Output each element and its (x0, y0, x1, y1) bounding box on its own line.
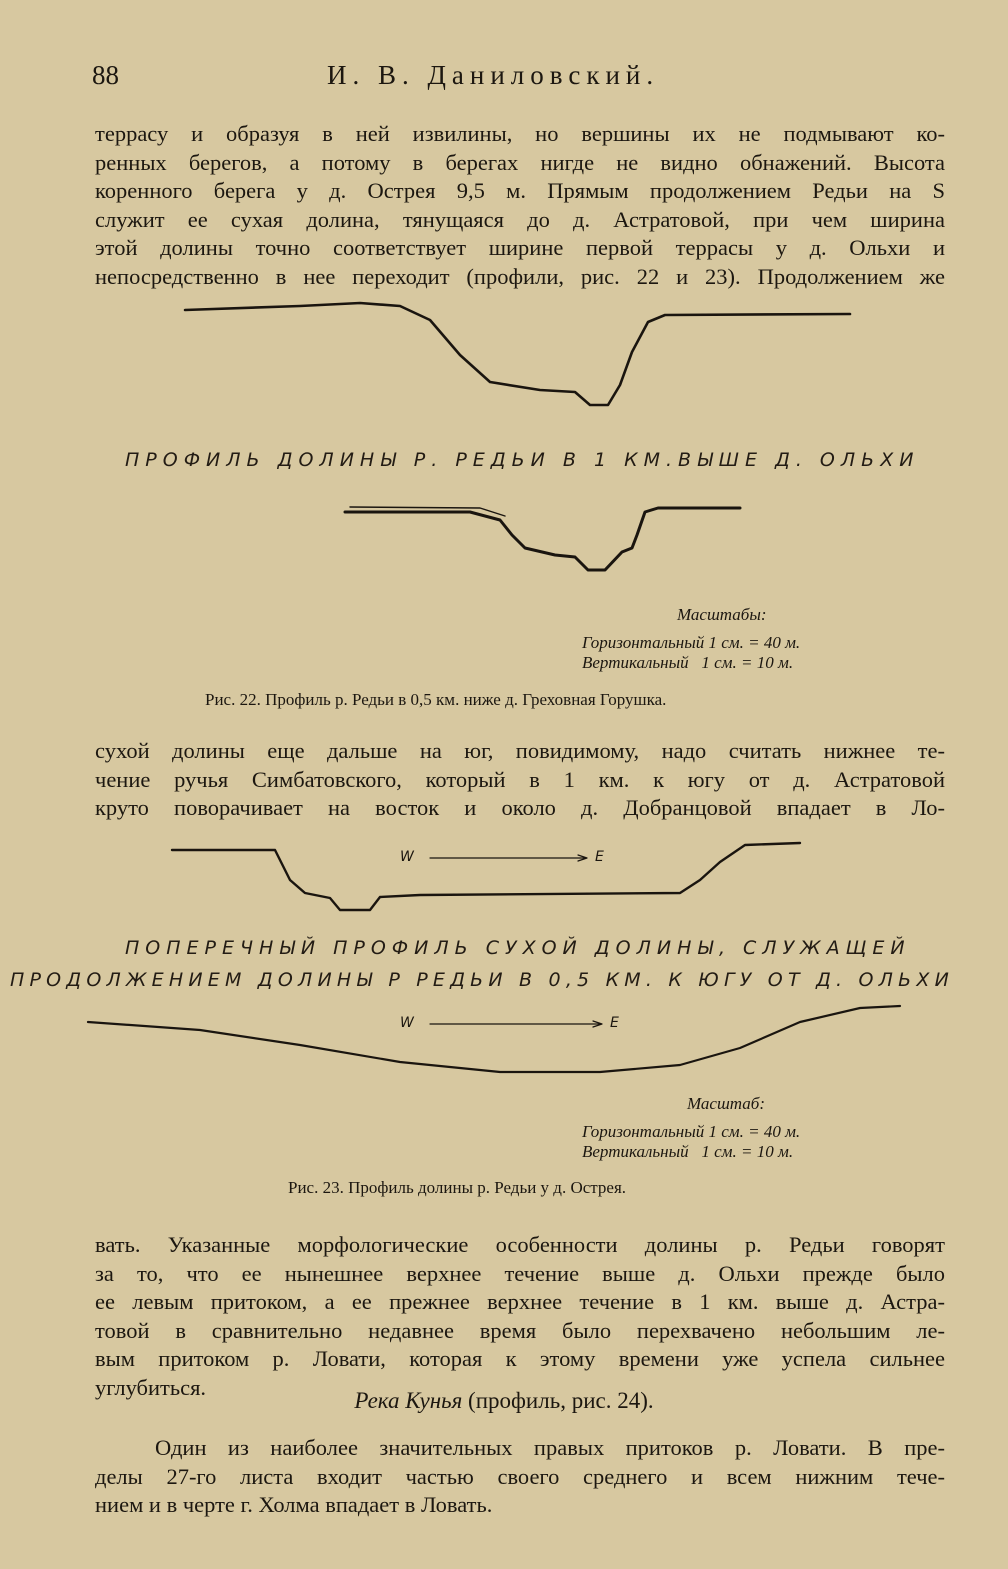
text-line: коренного берега у д. Острея 9,5 м. Прямым продолжением Редьи на S (95, 178, 945, 203)
text-line: ренных берегов, а потому в берегах нигде не видно обнажений. Высота (95, 149, 945, 175)
paragraph-3 (95, 1231, 945, 1402)
scale-title: Масштабы: (677, 605, 767, 624)
direction-w-lower: W (400, 1015, 414, 1031)
paragraph-4 (95, 1434, 945, 1520)
text-line: террасу и образуя в ней извилины, но вершины их не подмывают ко- (95, 121, 945, 146)
text-line: товой в сравнительно недавнее время было перехвачено небольшим ле- (95, 1317, 945, 1343)
text-line: нием и в черте г. Холма впадает в Ловать. (95, 1492, 493, 1517)
figure-23-label-line1: ПОПЕРЕЧНЫЙ ПРОФИЛЬ СУХОЙ ДОЛИНЫ, СЛУЖАЩЕЙ (125, 937, 911, 959)
text-line: непосредственно в нее переходит (профили, рис. 22 и 23). Продолжением же (95, 263, 945, 289)
text-line: Один из наиболее значительных правых притоков р. Ловати. В пре- (155, 1435, 945, 1460)
text-line: чение ручья Симбатовского, который в 1 км. к югу от д. Астратовой (95, 766, 945, 792)
page-number: 88 (92, 60, 119, 90)
text-line: углубиться. (95, 1374, 207, 1400)
figure-23-scale (582, 1094, 892, 1162)
scale-title: Масштаб: (687, 1094, 765, 1113)
scale-vertical: Вертикальный 1 см. = 10 м. (582, 1142, 794, 1161)
figure-22-caption: Рис. 22. Профиль р. Редьи в 0,5 км. ниже д. Греховная Горушка. (205, 690, 667, 709)
direction-w-upper: W (400, 849, 414, 865)
direction-e-upper: E (595, 849, 604, 865)
text-line: круто поворачивает на восток и около д. Добранцовой впадает в Ло- (95, 795, 945, 820)
profile-line-ostreya (88, 1006, 900, 1072)
text-line: сухой долины еще дальше на юг, повидимому, надо считать нижнее те- (95, 738, 945, 763)
text-line: ее левым притоком, а ее прежнее верхнее течение в 1 км. выше д. Астра- (95, 1289, 945, 1314)
section-title: Река Кунья (354, 1388, 463, 1413)
scale-horizontal: Горизонтальный 1 см. = 40 м. (582, 633, 801, 652)
figure-23-label-line2: ПРОДОЛЖЕНИЕМ ДОЛИНЫ Р РЕДЬИ В 0,5 КМ. К ЮГУ ОТ Д. ОЛЬХИ (10, 969, 955, 991)
section-heading (0, 1388, 1008, 1414)
text-line: вать. Указанные морфологические особенности долины р. Редьи говорят (95, 1232, 945, 1257)
running-head: И. В. Даниловский. (327, 60, 660, 90)
figure-23-caption: Рис. 23. Профиль долины р. Редьи у д. Острея. (288, 1178, 627, 1197)
text-line: этой долины точно соответствует ширине первой террасы у д. Ольхи и (95, 235, 945, 260)
text-line: делы 27-го листа входит частью своего среднего и всем нижним тече- (95, 1463, 945, 1489)
scale-horizontal: Горизонтальный 1 см. = 40 м. (582, 1122, 801, 1141)
section-subtitle: (профиль, рис. 24). (468, 1388, 654, 1413)
figure-22-label: ПРОФИЛЬ ДОЛИНЫ Р. РЕДЬИ В 1 КМ.ВЫШЕ Д. ОЛЬХИ (125, 449, 920, 471)
text-line: служит ее сухая долина, тянущаяся до д. Астратовой, при чем ширина (95, 206, 945, 232)
text-line: вым притоком р. Ловати, которая к этому времени уже успела сильнее (95, 1346, 945, 1371)
direction-e-lower: E (610, 1015, 619, 1031)
text-line: за то, что ее нынешнее верхнее течение выше д. Ольхи прежде было (95, 1260, 945, 1286)
scale-vertical: Вертикальный 1 см. = 10 м. (582, 653, 794, 672)
